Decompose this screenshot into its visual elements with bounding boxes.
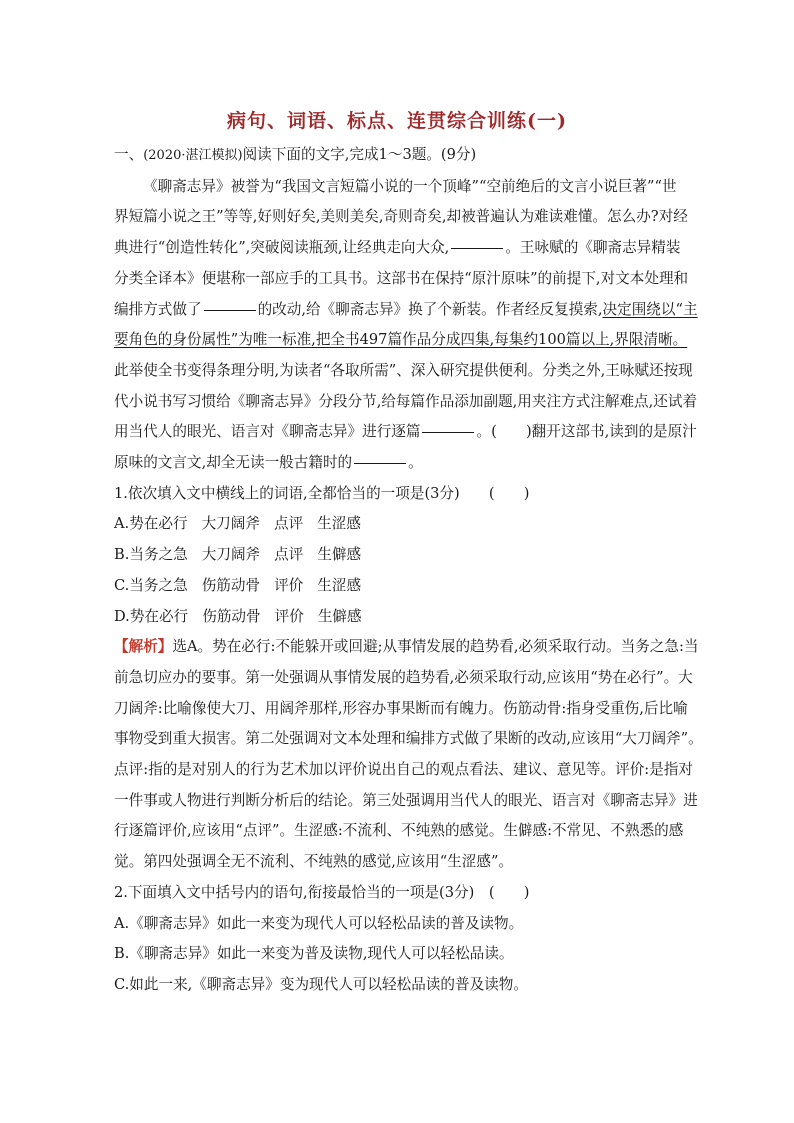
analysis-line: 刀阔斧:比喻像使大刀、用阔斧那样,形容办事果断而有魄力。伤筋动骨:指身受重伤,后比喻 [114, 699, 688, 717]
analysis-block [114, 632, 703, 878]
passage-line [114, 233, 682, 264]
analysis-tag: 【解析】 [114, 638, 173, 656]
analysis-line: 一件事或人物进行判断分析后的结论。第三处强调用当代人的眼光、语言对《聊斋志异》进 [114, 791, 698, 809]
passage-text: 原味的文言文,却全无读一般古籍时的 [114, 454, 353, 472]
analysis-line [114, 632, 699, 663]
passage-text: 。 [408, 454, 423, 472]
passage-line: 分类全译本》便堪称一部应手的工具书。这部书在保持“原汁原味”的前提下,对文本处理和 [114, 269, 689, 287]
analysis-line: 点评:指的是对别人的行为艺术加以评价说出自己的观点看法、建议、意见等。评价:是指对 [114, 761, 693, 779]
passage-text: 。王咏赋的《聊斋志异精装 [505, 239, 681, 257]
passage-text: 。( )翻开这部书,读到的是原汁 [476, 423, 697, 441]
passage-text: 用当代人的眼光、语言对《聊斋志异》进行逐篇 [114, 423, 421, 441]
question-2-stem: 2.下面填入文中括号内的语句,衔接最恰当的一项是(3分) ( ) [114, 883, 530, 901]
q2-option-b: B.《聊斋志异》如此一来变为普及读物,现代人可以轻松品读。 [114, 945, 514, 963]
section-heading [114, 140, 682, 172]
page-title: 病句、词语、标点、连贯综合训练(一) [227, 110, 567, 132]
analysis-line: 前急切应办的要事。第一处强调从事情发展的趋势看,必须采取行动,应该用“势在必行”。大 [114, 668, 693, 686]
fill-blank-1 [451, 247, 503, 249]
reading-passage [114, 172, 698, 479]
fill-blank-2 [204, 309, 256, 311]
passage-line [114, 295, 698, 326]
content-body [114, 140, 703, 1001]
q2-option-c: C.如此一来,《聊斋志异》变为现代人可以轻松品读的普及读物。 [114, 975, 528, 993]
option-d: D.势在必行 伤筋动骨 评价 生僻感 [114, 607, 362, 625]
option-c: C.当务之急 伤筋动骨 评价 生涩感 [114, 576, 362, 594]
fill-blank-3 [422, 431, 474, 433]
section-heading-prefix: 一、 [114, 146, 144, 163]
passage-text: 典进行“创造性转化”,突破阅读瓶颈,让经典走向大众, [114, 239, 450, 257]
passage-line: 《聊斋志异》被誉为“我国文言短篇小说的一个顶峰”“空前绝后的文言小说巨著”“世 [143, 177, 677, 195]
fill-blank-4 [354, 462, 406, 464]
q2-option-a: A.《聊斋志异》如此一来变为现代人可以轻松品读的普及读物。 [114, 914, 524, 932]
option-b: B.当务之急 大刀阔斧 点评 生僻感 [114, 546, 362, 564]
analysis-text: 选A。势在必行:不能躲开或回避;从事情发展的趋势看,必须采取行动。当务之急:当 [172, 638, 699, 656]
option-a: A.势在必行 大刀阔斧 点评 生涩感 [114, 515, 361, 533]
underlined-sentence: 决定围绕以“主 [602, 300, 698, 318]
analysis-line: 事物受到重大损害。第二处强调对文本处理和编排方式做了果断的改动,应该用“大刀阔斧”。 [114, 730, 703, 748]
passage-text: 的改动,给《聊斋志异》换了个新装。作者经反复摸索, [257, 300, 603, 318]
passage-line: 代小说书写习惯给《聊斋志异》分段分节,给每篇作品添加副题,用夹注方式注解难点,还试着 [114, 392, 698, 410]
analysis-line: 行逐篇评价,应该用“点评”。生涩感:不流利、不纯熟的感觉。生僻感:不常见、不熟悉的感 [114, 822, 684, 840]
underlined-sentence: 要角色的身份属性”为唯一标准,把全书497篇作品分成四集,每集约100篇以上,界限清晰。 [114, 331, 688, 349]
passage-line [114, 448, 682, 479]
passage-line [114, 417, 697, 448]
analysis-line: 觉。第四处强调全无不流利、不纯熟的感觉,应该用“生涩感”。 [114, 853, 514, 871]
question-1-stem: 1.依次填入文中横线上的词语,全都恰当的一项是(3分) ( ) [114, 484, 530, 502]
passage-text: 编排方式做了 [114, 300, 202, 318]
passage-line: 界短篇小说之王”等等,好则好矣,美则美矣,奇则奇矣,却被普遍认为难读难懂。怎么办?对经 [114, 208, 688, 226]
section-heading-source: (2020·湛江模拟) [143, 148, 243, 163]
passage-line: 此举使全书变得条理分明,为读者“各取所需”、深入研究提供便利。分类之外,王咏赋还按现 [114, 361, 693, 379]
section-heading-text: 阅读下面的文字,完成1～3题。(9分) [242, 146, 477, 163]
